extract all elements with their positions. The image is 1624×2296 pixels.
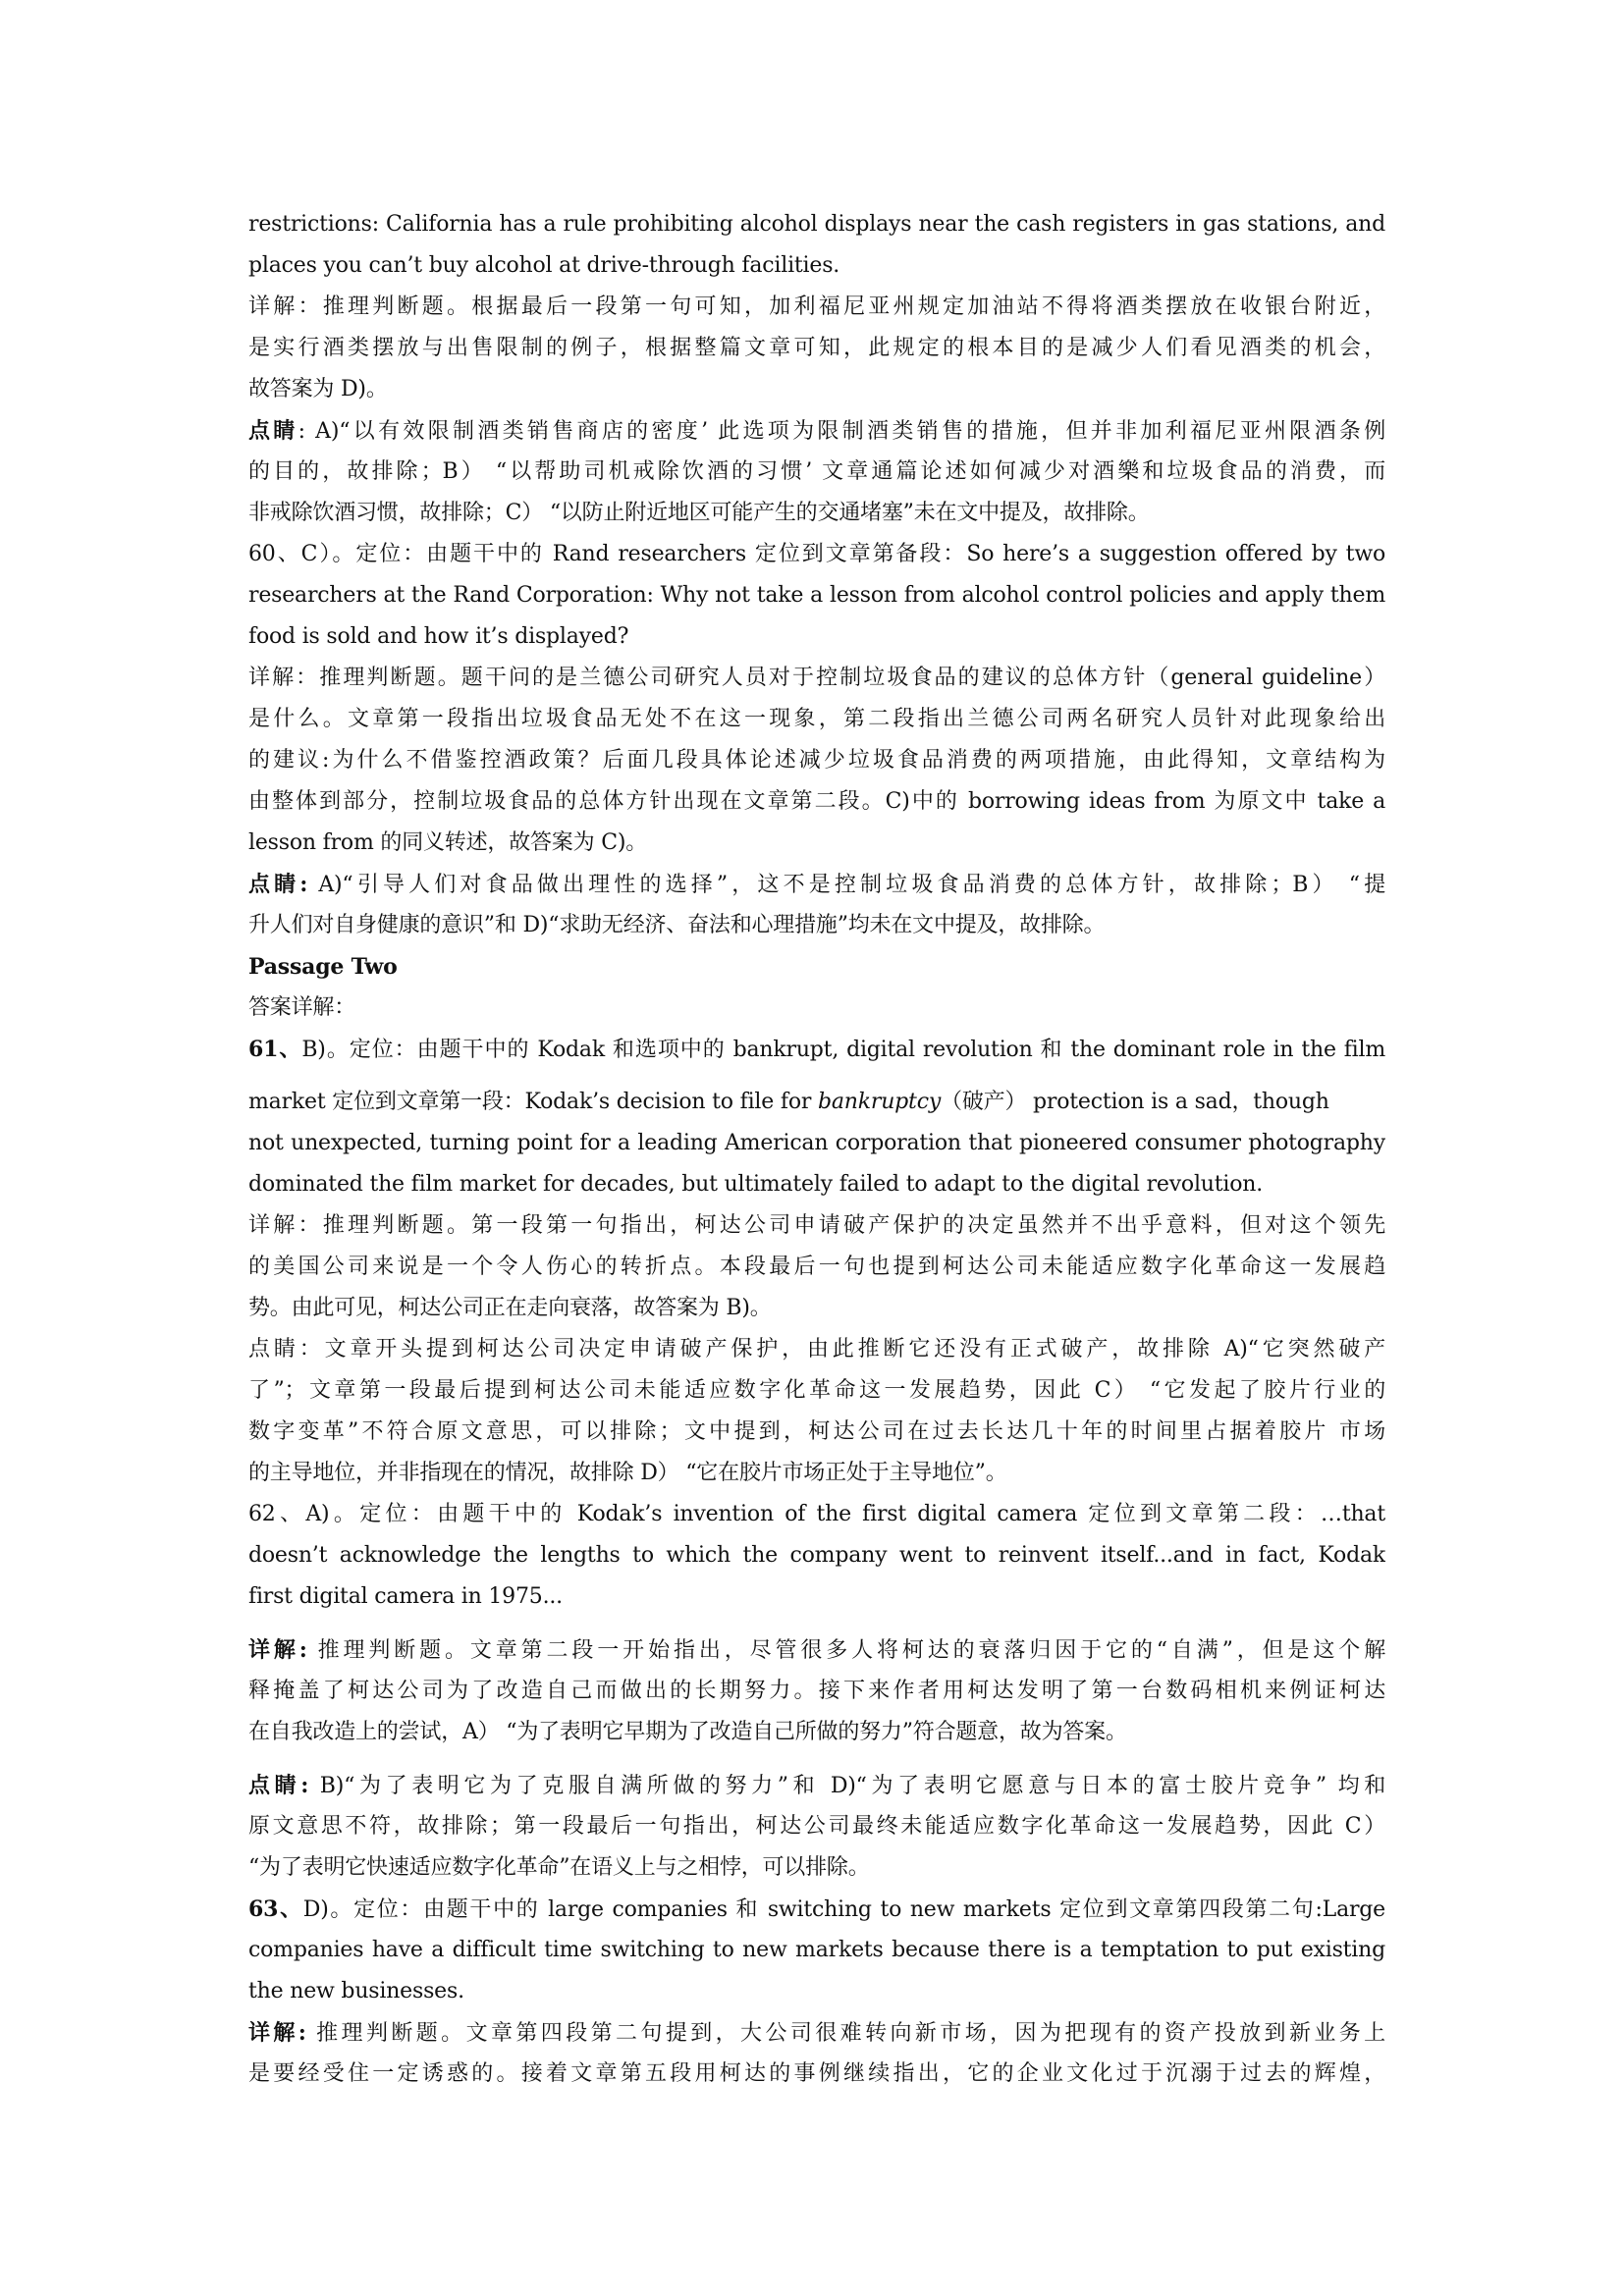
text-line: [248, 1576, 1385, 1618]
line-text: 故答案为 D)。: [248, 377, 388, 401]
line-text: 60、C）。定位：由题干中的 Rand researchers 定位到文章第备段：So here’s a suggestion offered by two: [248, 542, 1385, 566]
line-text: 是什么。文章第一段指出垃圾食品无处不在这一现象，第二段指出兰德公司两名研究人员针对此现象给出: [248, 707, 1385, 731]
line-text: 升人们对自身健康的意识”和 D)“求助无经济、奋法和心理措施”均未在文中提及，故排除。: [248, 913, 1106, 937]
text-line: [248, 616, 1385, 658]
text-line: [248, 1370, 1385, 1412]
bold-label: Passage Two: [248, 954, 398, 980]
text-line: [248, 1494, 1385, 1535]
italic-term: bankruptcy: [817, 1090, 942, 1114]
line-text: D)。定位：由题干中的 large companies 和 switching to new markets 定位到文章第四段第二句:Large: [302, 1897, 1385, 1922]
text-line: [248, 2054, 1385, 2095]
bold-label: 点睛:: [248, 872, 308, 897]
text-line: [248, 864, 1385, 905]
bold-label: 点睛: [248, 418, 298, 444]
text-line: [248, 658, 1385, 699]
text-line: [248, 823, 1385, 864]
text-line: [248, 1412, 1385, 1453]
text-line: [248, 410, 1385, 452]
line-text: dominated the film market for decades, but ultimately failed to adapt to the digital revolution.: [248, 1172, 1264, 1197]
line-text: 是要经受住一定诱惑的。接着文章第五段用柯达的事例继续指出，它的企业文化过于沉溺于过去的辉煌，: [248, 2061, 1385, 2086]
bold-label: 63、: [248, 1896, 303, 1922]
bold-label: 详解:: [248, 1637, 307, 1663]
line-text: 答案详解：: [248, 995, 356, 1020]
line-text: 势。由此可见，柯达公司正在走向衰落，故答案为 B)。: [248, 1296, 772, 1320]
line-text: first digital camera in 1975...: [248, 1584, 563, 1609]
line-text: “为了表明它快速适应数字化革命”在语义上与之相悖，可以排除。: [248, 1855, 870, 1880]
text-line: [248, 1288, 1385, 1329]
line-gap: [248, 1618, 1385, 1629]
text-line: [248, 287, 1385, 328]
line-text: doesn’t acknowledge the lengths to which the company went to reinvent itself...and in fact, Kodak: [248, 1543, 1385, 1568]
line-text: market 定位到文章第一段：Kodak’s decision to file for: [248, 1090, 818, 1114]
text-line: [248, 1889, 1385, 1930]
text-line: [248, 1847, 1385, 1889]
text-line: [248, 1712, 1385, 1753]
line-text: 推理判断题。文章第四段第二句提到，大公司很难转向新市场，因为把现有的资产投放到新业务上: [305, 2021, 1385, 2046]
text-line: [248, 1082, 1385, 1123]
text-line: [248, 1453, 1385, 1494]
text-line: [248, 1164, 1385, 1205]
line-text: 非戒除饮酒习惯，故排除；C） “以防止附近地区可能产生的交通堵塞”未在文中提及，故排除。: [248, 501, 1150, 525]
line-text: 了”；文章第一段最后提到柯达公司未能适应数字化革命这一发展趋势，因此 C） “它发起了胶片行业的: [248, 1378, 1385, 1403]
line-text: 是实行酒类摆放与出售限制的例子，根据整篇文章可知，此规定的根本目的是减少人们看见酒类的机会，: [248, 336, 1385, 360]
text-line: [248, 1765, 1385, 1806]
text-line: [248, 1123, 1385, 1164]
line-text: the new businesses.: [248, 1979, 464, 2003]
line-text: 详解：推理判断题。根据最后一段第一句可知，加利福尼亚州规定加油站不得将酒类摆放在收银台附近，: [248, 294, 1385, 319]
text-line: [248, 905, 1385, 946]
text-line: [248, 534, 1385, 575]
line-text: 的目的，故排除；B） “以帮助司机戒除饮酒的习惯’ 文章通篇论述如何减少对酒樂和垃圾食品的消费，而: [248, 459, 1385, 484]
document-page: [248, 204, 1385, 2095]
line-text: 推理判断题。文章第二段一开始指出，尽管很多人将柯达的衰落归因于它的“自满”，但是这个解: [306, 1638, 1385, 1663]
line-text: 在自我改造上的尝试，A） “为了表明它早期为了改造自己所做的努力”符合题意，故为答案。: [248, 1720, 1127, 1744]
line-text: 释掩盖了柯达公司为了改造自己而做出的长期努力。接下来作者用柯达发明了第一台数码相机来例证柯达: [248, 1679, 1385, 1703]
text-line: [248, 452, 1385, 493]
line-text: : A)“以有效限制酒类销售商店的密度’ 此选项为限制酒类销售的措施，但并非加利福尼亚州限酒条例: [298, 419, 1385, 444]
line-text: 详解：推理判断题。第一段第一句指出，柯达公司申请破产保护的决定虽然并不出乎意料，但对这个领先: [248, 1213, 1385, 1238]
text-line: [248, 988, 1385, 1029]
text-line: [248, 1535, 1385, 1576]
text-line: [248, 493, 1385, 534]
line-text: researchers at the Rand Corporation: Why not take a lesson from alcohol control policies and apply them: [248, 583, 1385, 608]
text-line: [248, 740, 1385, 781]
text-line: [248, 946, 1385, 988]
line-text: food is sold and how it’s displayed?: [248, 624, 629, 649]
text-line: [248, 369, 1385, 410]
line-text: 由整体到部分，控制垃圾食品的总体方针出现在文章第二段。C)中的 borrowing ideas from 为原文中 take a: [248, 789, 1385, 814]
bold-label: 详解:: [248, 2020, 306, 2046]
line-text: companies have a difficult time switching to new markets because there is a temptation to put existing: [248, 1938, 1385, 1962]
text-line: [248, 575, 1385, 616]
text-line: [248, 1971, 1385, 2012]
line-gap: [248, 1753, 1385, 1765]
line-text: 点睛：文章开头提到柯达公司决定申请破产保护，由此推断它还没有正式破产，故排除 A)“它突然破产: [248, 1337, 1385, 1362]
bold-label: 61、: [248, 1037, 302, 1062]
line-gap: [248, 1070, 1385, 1082]
line-text: 数字变革”不符合原文意思，可以排除；文中提到，柯达公司在过去长达几十年的时间里占据着胶片 市场: [248, 1419, 1385, 1444]
text-line: [248, 1247, 1385, 1288]
text-line: [248, 1629, 1385, 1671]
text-line: [248, 699, 1385, 740]
line-text: restrictions: California has a rule prohibiting alcohol displays near the cash registers in gas stations, and: [248, 212, 1385, 237]
text-line: [248, 1806, 1385, 1847]
text-line: [248, 2012, 1385, 2054]
line-text: 62、A)。定位：由题干中的 Kodak’s invention of the first digital camera 定位到文章第二段：…that: [248, 1502, 1385, 1526]
text-line: [248, 245, 1385, 287]
line-text: lesson from 的同义转述，故答案为 C)。: [248, 830, 648, 855]
line-text: places you can’t buy alcohol at drive-through facilities.: [248, 253, 840, 278]
text-line: [248, 781, 1385, 823]
text-line: [248, 328, 1385, 369]
text-line: [248, 1671, 1385, 1712]
line-text: B)。定位：由题干中的 Kodak 和选项中的 bankrupt, digital revolution 和 the dominant role in the film: [301, 1038, 1385, 1062]
text-line: [248, 1205, 1385, 1247]
line-text: 的美国公司来说是一个令人伤心的转折点。本段最后一句也提到柯达公司未能适应数字化革命这一发展趋: [248, 1255, 1385, 1279]
line-text: not unexpected, turning point for a leading American corporation that pioneered consumer photography: [248, 1131, 1385, 1155]
text-line: [248, 1329, 1385, 1370]
text-line: [248, 204, 1385, 245]
line-text: 原文意思不符，故排除；第一段最后一句指出，柯达公司最终未能适应数字化革命这一发展趋势，因此 C）: [248, 1814, 1385, 1839]
text-line: [248, 1930, 1385, 1971]
line-text: 详解：推理判断题。题干问的是兰德公司研究人员对于控制垃圾食品的建议的总体方针（general guideline）: [248, 666, 1385, 690]
line-text: 的建议:为什么不借鉴控酒政策？后面几段具体论述减少垃圾食品消费的两项措施，由此得知，文章结构为: [248, 748, 1385, 773]
line-text-cont: （破产） protection is a sad，though: [941, 1090, 1329, 1114]
line-text: A)“引导人们对食品做出理性的选择”，这不是控制垃圾食品消费的总体方针，故排除；B） “提: [307, 873, 1385, 897]
line-text: B)“为了表明它为了克服自满所做的努力”和 D)“为了表明它愿意与日本的富士胶片竞争” 均和: [308, 1774, 1385, 1798]
bold-label: 点睛:: [248, 1773, 309, 1798]
line-text: 的主导地位，并非指现在的情况，故排除 D） “它在胶片市场正处于主导地位”。: [248, 1461, 1007, 1485]
text-line: [248, 1029, 1385, 1070]
